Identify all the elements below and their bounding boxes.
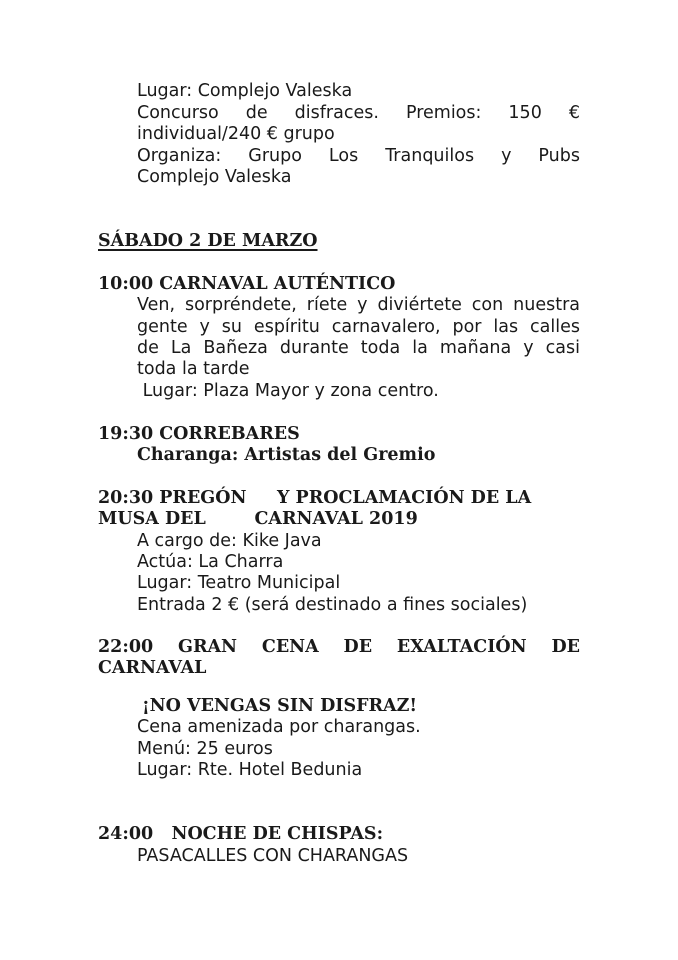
event-pregon-lugar: Lugar: Teatro Municipal: [137, 573, 341, 593]
event-pregon-title-line1: 20:30 PREGÓN Y PROCLAMACIÓN DE LA: [98, 488, 532, 508]
event-cena-highlight: ¡NO VENGAS SIN DISFRAZ!: [142, 696, 418, 716]
event-cena-menu: Menú: 25 euros: [137, 739, 273, 759]
event-cena-desc: Cena amenizada por charangas.: [137, 717, 421, 737]
intro-organiza-line2: Complejo Valeska: [137, 167, 292, 187]
event-carnaval-lugar: Lugar: Plaza Mayor y zona centro.: [137, 381, 439, 401]
event-carnaval-desc-line3: de La Bañeza durante toda la mañana y casi: [137, 338, 580, 358]
day-heading: SÁBADO 2 DE MARZO: [98, 231, 318, 251]
intro-concurso-line2: individual/240 € grupo: [137, 124, 335, 144]
event-carnaval-title: 10:00 CARNAVAL AUTÉNTICO: [98, 274, 396, 294]
event-carnaval-desc-line4: toda la tarde: [137, 359, 250, 379]
event-carnaval-desc-line2: gente y su espíritu carnavalero, por las calles: [137, 317, 580, 337]
event-pregon-cargo: A cargo de: Kike Java: [137, 531, 322, 551]
event-chispas-title: 24:00 NOCHE DE CHISPAS:: [98, 824, 384, 844]
event-cena-title-line1: 22:00 GRAN CENA DE EXALTACIÓN DE: [98, 637, 580, 657]
event-pregon-title-line2: MUSA DEL CARNAVAL 2019: [98, 509, 418, 529]
event-cena-title-line2: CARNAVAL: [98, 658, 207, 678]
intro-concurso-line1: Concurso de disfraces. Premios: 150 €: [137, 103, 580, 123]
intro-lugar: Lugar: Complejo Valeska: [137, 81, 353, 101]
event-cena-lugar: Lugar: Rte. Hotel Bedunia: [137, 760, 363, 780]
intro-organiza-line1: Organiza: Grupo Los Tranquilos y Pubs: [137, 146, 580, 166]
event-pregon-entrada: Entrada 2 € (será destinado a fines sociales): [137, 595, 528, 615]
event-correbares-sub: Charanga: Artistas del Gremio: [137, 445, 436, 465]
event-chispas-sub: PASACALLES CON CHARANGAS: [137, 846, 409, 866]
event-pregon-actua: Actúa: La Charra: [137, 552, 284, 572]
event-carnaval-desc-line1: Ven, sorpréndete, ríete y diviértete con nuestra: [137, 295, 580, 315]
event-correbares-title: 19:30 CORREBARES: [98, 424, 300, 444]
